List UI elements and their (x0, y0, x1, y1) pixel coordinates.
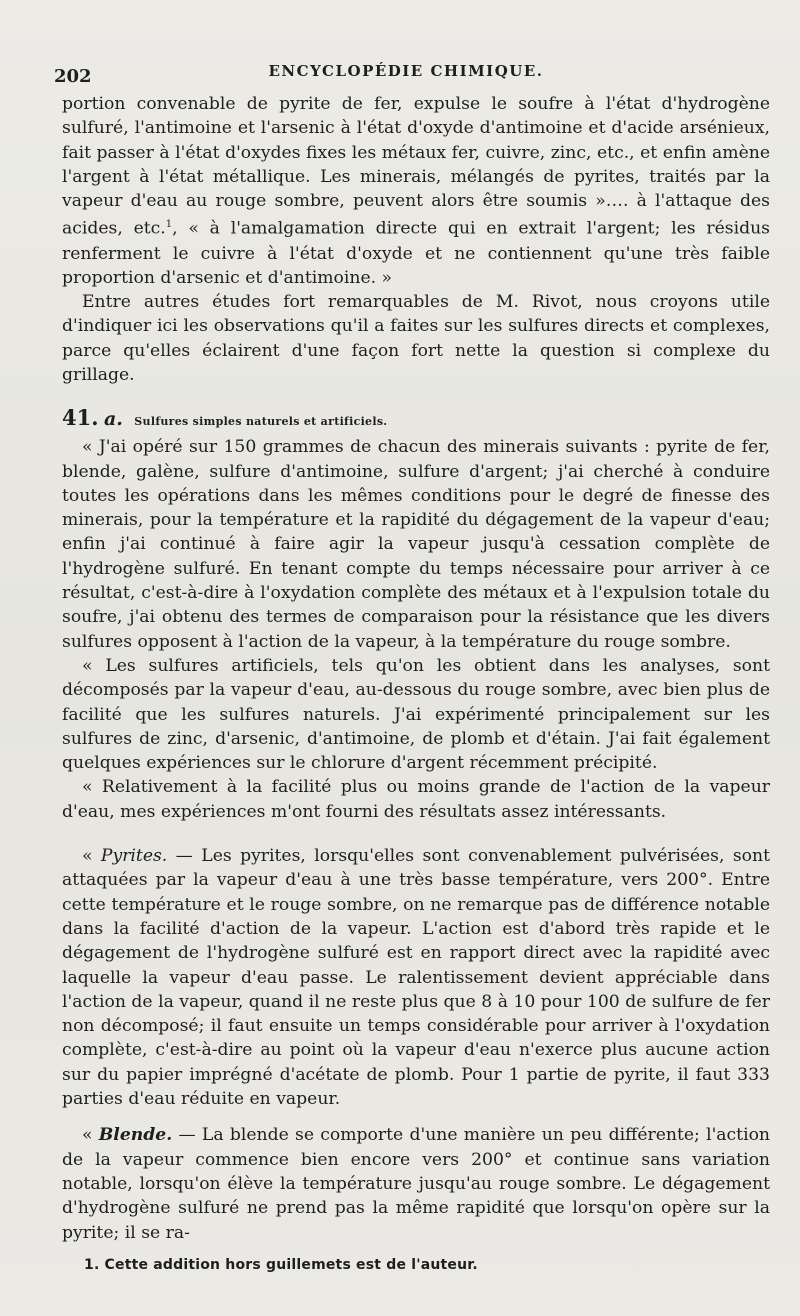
running-title: ENCYCLOPÉDIE CHIMIQUE. (268, 62, 544, 80)
page-number: 202 (54, 66, 92, 87)
paragraph-1-end: , « à l'amalgamation directe qui en extrait l'argent; les résidus renferment le cuivre à l'état d'oxyde et ne contiennent qu'une très faible proportion d'arsenic et d'antimoine. » (62, 219, 770, 288)
paragraph-1 (62, 92, 770, 290)
section-heading (62, 407, 770, 433)
paragraph-5: « Relativement à la facilité plus ou moins grande de l'action de la vapeur d'eau, mes expériences m'ont fourni des résultats assez intéressants. (62, 777, 770, 822)
paragraph-3: « J'ai opéré sur 150 grammes de chacun des minerais suivants : pyrite de fer, blende, galène, sulfure d'antimoine, sulfure d'argent; j'ai cherché à conduire toutes les opérations dans les mêmes conditions pour le degré de finesse des minerais, pour la température et la rapidité du dégagement de la vapeur d'eau; enfin j'ai continué à faire agir la vapeur jusqu'à cessation complète de l'hydrogène sulfuré. En tenant compte du temps nécessaire pour arriver à ce résultat, c'est-à-dire à l'oxydation complète des métaux et à l'expulsion totale du soufre, j'ai obtenu des termes de comparaison pour la résistance que les divers sulfures opposent à l'action de la vapeur, à la température du rouge sombre. (62, 437, 770, 652)
blende-text: — La blende se comporte d'une manière un peu différente; l'action de la vapeur commence bien encore vers 200° et continue sans variation notable, lorsqu'on élève la température jusqu'au rouge sombre. Le dégagement d'hydrogène sulfuré ne prend pas la même rapidité que lorsqu'on opère sur la pyrite; il se ra- (62, 1125, 770, 1243)
footnote-mark: 1 (165, 219, 173, 231)
section-letter: a. (103, 408, 123, 431)
blende-quote: « (82, 1125, 99, 1146)
body-text (62, 92, 770, 1245)
section-title: Sulfures simples naturels et artificiels. (134, 415, 388, 429)
paragraph-4: « Les sulfures artificiels, tels qu'on les obtient dans les analyses, sont décomposés par la vapeur d'eau, au-dessous du rouge sombre, avec bien plus de facilité que les sulfures naturels. J'ai expérimenté principalement sur les sulfures de zinc, d'arsenic, d'antimoine, de plomb et d'étain. J'ai fait également quelques expériences sur le chlorure d'argent récemment précipité. (62, 655, 770, 774)
pyrites-text: — Les pyrites, lorsqu'elles sont convenablement pulvérisées, sont attaquées par la vapeur d'eau à une très basse température, vers 200°. Entre cette température et le rouge sombre, on ne remarque pas de différence notable dans la facilité d'action de la vapeur. L'action est d'abord très rapide et le dégagement de l'hydrogène sulfuré est en rapport direct avec la rapidité avec laquelle la vapeur d'eau passe. Le ralentissement devient appréciable dans l'action de la vapeur, quand il ne reste plus que 8 à 10 pour 100 de sulfure de fer non décomposé; il faut ensuite un temps considérable pour arriver à l'oxydation complète, c'est-à-dire au point où la vapeur d'eau n'exerce plus aucune action sur du papier imprégné d'acétate de plomb. Pour 1 partie de pyrite, il faut 333 parties d'eau réduite en vapeur. (62, 846, 770, 1110)
pyrites-run-in: Pyrites. (100, 846, 168, 867)
pyrites-quote: « (82, 846, 101, 867)
paragraph-2: Entre autres études fort remarquables de M. Rivot, nous croyons utile d'indiquer ici les observations qu'il a faites sur les sulfures directs et complexes, parce qu'elles éclairent d'une façon fort nette la question si complexe du grillage. (62, 292, 770, 385)
paragraph-blende (62, 1123, 770, 1244)
page-header (54, 52, 770, 92)
footnote: 1. Cette addition hors guillemets est de l'auteur. (84, 1256, 478, 1273)
paragraph-1-text: portion convenable de pyrite de fer, expulse le soufre à l'état d'hydrogène sulfuré, l'antimoine et l'arsenic à l'état d'oxyde d'antimoine et d'acide arsénieux, fait passer à l'état d'oxydes fixes les métaux fer, cuivre, zinc, etc., et enfin amène l'argent à l'état métallique. Les minerais, mélangés de pyrites, traités par la vapeur d'eau au rouge sombre, peuvent alors être soumis »…. à l'attaque des acides, etc. (62, 94, 770, 240)
blende-run-in: Blende. (98, 1125, 173, 1146)
section-number: 41. (62, 405, 99, 431)
paragraph-pyrites (62, 844, 770, 1111)
